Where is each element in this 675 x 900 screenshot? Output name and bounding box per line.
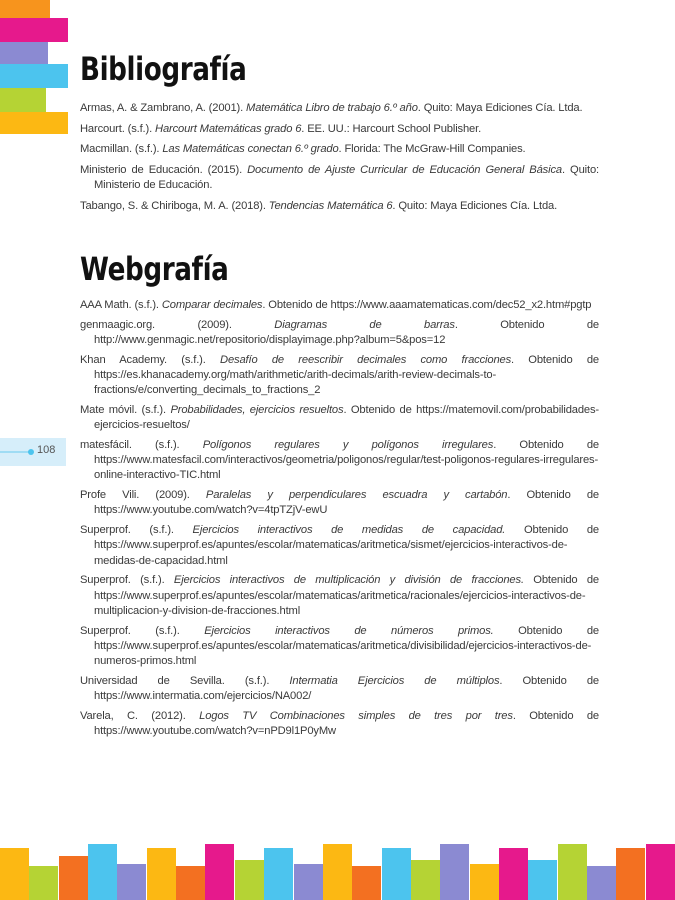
reference-title: Ejercicios interactivos de números primos. — [204, 624, 494, 637]
bottom-stripe-block — [294, 864, 323, 900]
reference-title: Ejercicios interactivos de medidas de capacidad. — [192, 524, 506, 537]
reference-title: Polígonos regulares y polígonos irregulares — [202, 439, 494, 451]
bibliography-list — [80, 101, 599, 220]
page-tab-dot — [28, 449, 34, 455]
bottom-stripe-block — [29, 866, 58, 900]
reference-entry — [80, 142, 599, 157]
reference-source: . Obtenido de https://www.matesfacil.com/interactivos/geometria/poligonos/regular/test-poligonos-regulares-irregulares-online-interactivo-TIC.html — [94, 439, 599, 482]
reference-author: Khan Academy. (s.f.). — [80, 353, 221, 366]
reference-source: . Obtenido de https://matemovil.com/probabilidades-ejercicios-resueltos/ — [94, 404, 600, 432]
stripe-cyan — [0, 64, 68, 88]
reference-author: Tabango, S. & Chiriboga, M. A. (2018). — [80, 200, 269, 213]
reference-author: Universidad de Sevilla. (s.f.). — [80, 674, 290, 687]
reference-entry — [80, 573, 599, 619]
reference-source: Obtenido de https://www.superprof.es/apuntes/escolar/matematicas/aritmetica/racionales/ejercicios-interactivos-de-multiplicacion-y-division-de-fracciones.html — [94, 574, 599, 617]
stripe-purple — [0, 42, 48, 64]
reference-title: Las Matemáticas conectan 6.º grado — [162, 143, 339, 156]
reference-source: . Quito: Ministerio de Educación. — [94, 164, 599, 192]
reference-author: Superprof. (s.f.). — [80, 574, 174, 587]
bottom-stripe-block — [176, 866, 205, 900]
bottom-stripe-block — [528, 860, 557, 900]
reference-entry — [80, 403, 599, 433]
reference-title: Probabilidades, ejercicios resueltos — [170, 404, 344, 416]
reference-title: Documento de Ajuste Curricular de Educación General Básica — [247, 164, 562, 177]
page-tab-line — [0, 451, 30, 453]
stripe-yellow — [0, 112, 68, 134]
reference-entry — [80, 523, 599, 569]
reference-source: . Obtenido de https://www.youtube.com/watch?v=nPD9l1P0yMw — [94, 709, 599, 738]
reference-author: Armas, A. & Zambrano, A. (2001). — [80, 102, 247, 114]
bottom-stripe-block — [352, 866, 381, 900]
reference-title: Ejercicios interactivos de multiplicación y división de fracciones. — [173, 574, 524, 587]
reference-title: Diagramas de barras — [274, 318, 455, 331]
reference-source: . Obtenido de https://www.intermatia.com/ejercicios/NA002/ — [94, 674, 599, 703]
page-number-tab — [0, 438, 66, 466]
reference-entry — [80, 709, 599, 739]
reference-source: . Obtenido de https://www.youtube.com/watch?v=4tpTZjV-ewU — [94, 489, 599, 517]
webography-heading: Webgrafía — [80, 250, 229, 288]
bottom-stripe-block — [470, 864, 499, 900]
bottom-stripe-block — [587, 866, 616, 900]
reference-entry — [80, 353, 599, 399]
page-number: 108 — [37, 444, 56, 456]
reference-title: Matemática Libro de trabajo 6.º año — [246, 102, 418, 114]
reference-title: Comparar decimales — [161, 299, 263, 311]
bottom-stripe-block — [558, 844, 587, 900]
reference-author: Harcourt. (s.f.). — [80, 122, 156, 135]
reference-source: Obtenido de https://www.superprof.es/apuntes/escolar/matematicas/aritmetica/sismet/ejercicios-interactivos-de-medidas-de-capacidad.html — [94, 524, 599, 567]
reference-author: Profe Vili. (2009). — [80, 489, 206, 502]
reference-title: Tendencias Matemática 6 — [268, 200, 393, 213]
reference-author: Superprof. (s.f.). — [80, 624, 205, 637]
reference-source: . Florida: The McGraw-Hill Companies. — [338, 143, 526, 156]
reference-entry — [80, 488, 599, 518]
reference-author: Superprof. (s.f.). — [80, 524, 193, 537]
reference-entry — [80, 624, 599, 670]
reference-author: Mate móvil. (s.f.). — [80, 404, 171, 416]
reference-entry — [80, 122, 599, 137]
bottom-stripe-block — [147, 848, 176, 900]
stripe-orange — [0, 0, 50, 18]
bottom-stripe-block — [88, 844, 117, 900]
reference-title: Logos TV Combinaciones simples de tres por tres — [199, 709, 513, 722]
bottom-stripe-block — [323, 844, 352, 900]
bottom-stripe-block — [0, 848, 29, 900]
webography-list — [80, 298, 599, 744]
bottom-stripe-block — [235, 860, 264, 900]
bottom-stripe-block — [264, 848, 293, 900]
bottom-stripe-block — [382, 848, 411, 900]
bottom-stripe-block — [616, 848, 645, 900]
bottom-stripe-block — [440, 844, 469, 900]
reference-entry — [80, 318, 599, 348]
reference-author: Macmillan. (s.f.). — [80, 143, 163, 156]
reference-source: . Obtenido de https://www.aaamatematicas.com/dec52_x2.htm#pgtp — [262, 299, 592, 311]
reference-entry — [80, 101, 599, 116]
reference-entry — [80, 163, 599, 193]
bottom-stripe-block — [117, 864, 146, 900]
bottom-stripe-block — [646, 844, 675, 900]
stripe-magenta — [0, 18, 68, 42]
reference-author: Varela, C. (2012). — [80, 709, 200, 722]
reference-source: . Quito: Maya Ediciones Cía. Ltda. — [392, 200, 558, 213]
reference-author: matesfácil. (s.f.). — [80, 439, 203, 451]
bottom-stripe-block — [411, 860, 440, 900]
bottom-stripe-block — [205, 844, 234, 900]
reference-title: Paralelas y perpendiculares escuadra y cartabón — [205, 489, 508, 502]
reference-title: Intermatia Ejercicios de múltiplos — [289, 674, 500, 687]
reference-source: . Obtenido de https://es.khanacademy.org/math/arithmetic/arith-decimals/arith-review-decimals-to-fractions/e/converting_decimals_to_fractions_2 — [94, 353, 599, 397]
reference-author: AAA Math. (s.f.). — [80, 299, 162, 311]
bottom-stripe-block — [499, 848, 528, 900]
reference-source: . Quito: Maya Ediciones Cía. Ltda. — [417, 102, 583, 114]
reference-entry — [80, 438, 599, 484]
reference-author: genmaagic.org. (2009). — [80, 318, 275, 331]
reference-entry — [80, 199, 599, 214]
bibliography-heading: Bibliografía — [80, 50, 247, 88]
reference-title: Harcourt Matemáticas grado 6 — [155, 122, 302, 135]
bottom-color-bar — [0, 840, 675, 900]
reference-entry — [80, 674, 599, 704]
reference-entry — [80, 298, 599, 313]
reference-author: Ministerio de Educación. (2015). — [80, 164, 248, 177]
reference-source: Obtenido de https://www.superprof.es/apuntes/escolar/matematicas/aritmetica/divisibilidad/ejercicios-interactivos-de-numeros-primos.html — [94, 624, 599, 668]
bottom-stripe-block — [59, 856, 88, 900]
reference-title: Desafío de reescribir decimales como fracciones — [220, 353, 512, 366]
reference-source: . Obtenido de http://www.genmagic.net/repositorio/displayimage.php?album=5&pos=12 — [94, 318, 599, 346]
reference-source: . EE. UU.: Harcourt School Publisher. — [301, 122, 482, 135]
stripe-lime — [0, 88, 46, 112]
